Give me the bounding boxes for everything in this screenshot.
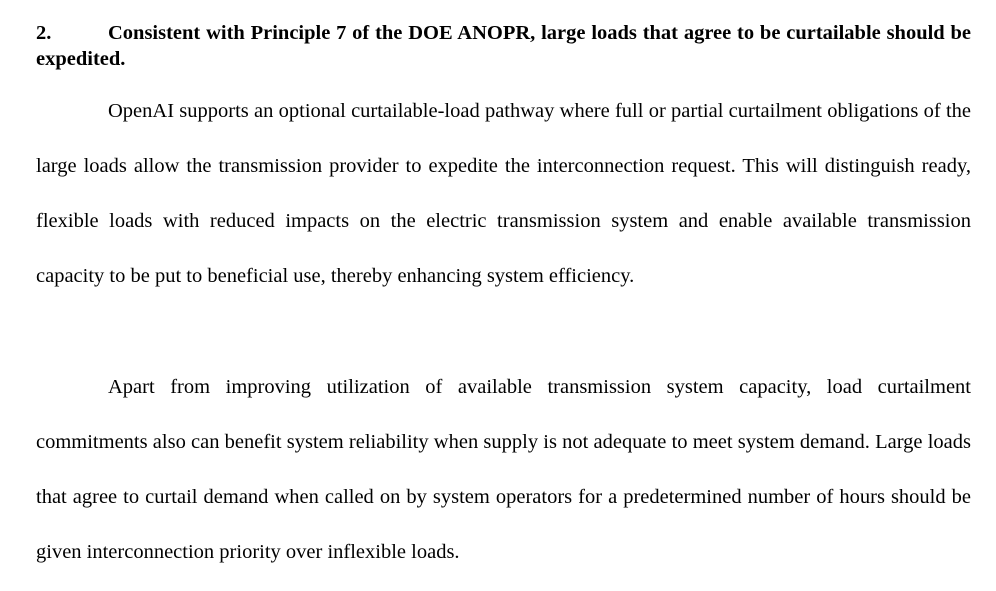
paragraph-curtailment-reliability: Apart from improving utilization of available transmission system capacity, load curtailment commitments also can benefit system reliability when supply is not adequate to meet system demand. Large loads that agree to curtail demand when called on by system operators for a predetermined number of hours should be given interconnection priority over inflexible loads. [36,376,971,563]
section-heading [36,20,971,72]
section-number: 2. [36,22,52,44]
paragraph-curtailable-load-pathway: OpenAI supports an optional curtailable-load pathway where full or partial curtailment obligations of the large loads allow the transmission provider to expedite the interconnection request. This will distinguish ready, flexible loads with reduced impacts on the electric transmission system and enable available transmission capacity to be put to beneficial use, thereby enhancing system efficiency. [36,100,971,287]
section-title: Consistent with Principle 7 of the DOE ANOPR, large loads that agree to be curtailable should be expedited. [36,22,971,70]
